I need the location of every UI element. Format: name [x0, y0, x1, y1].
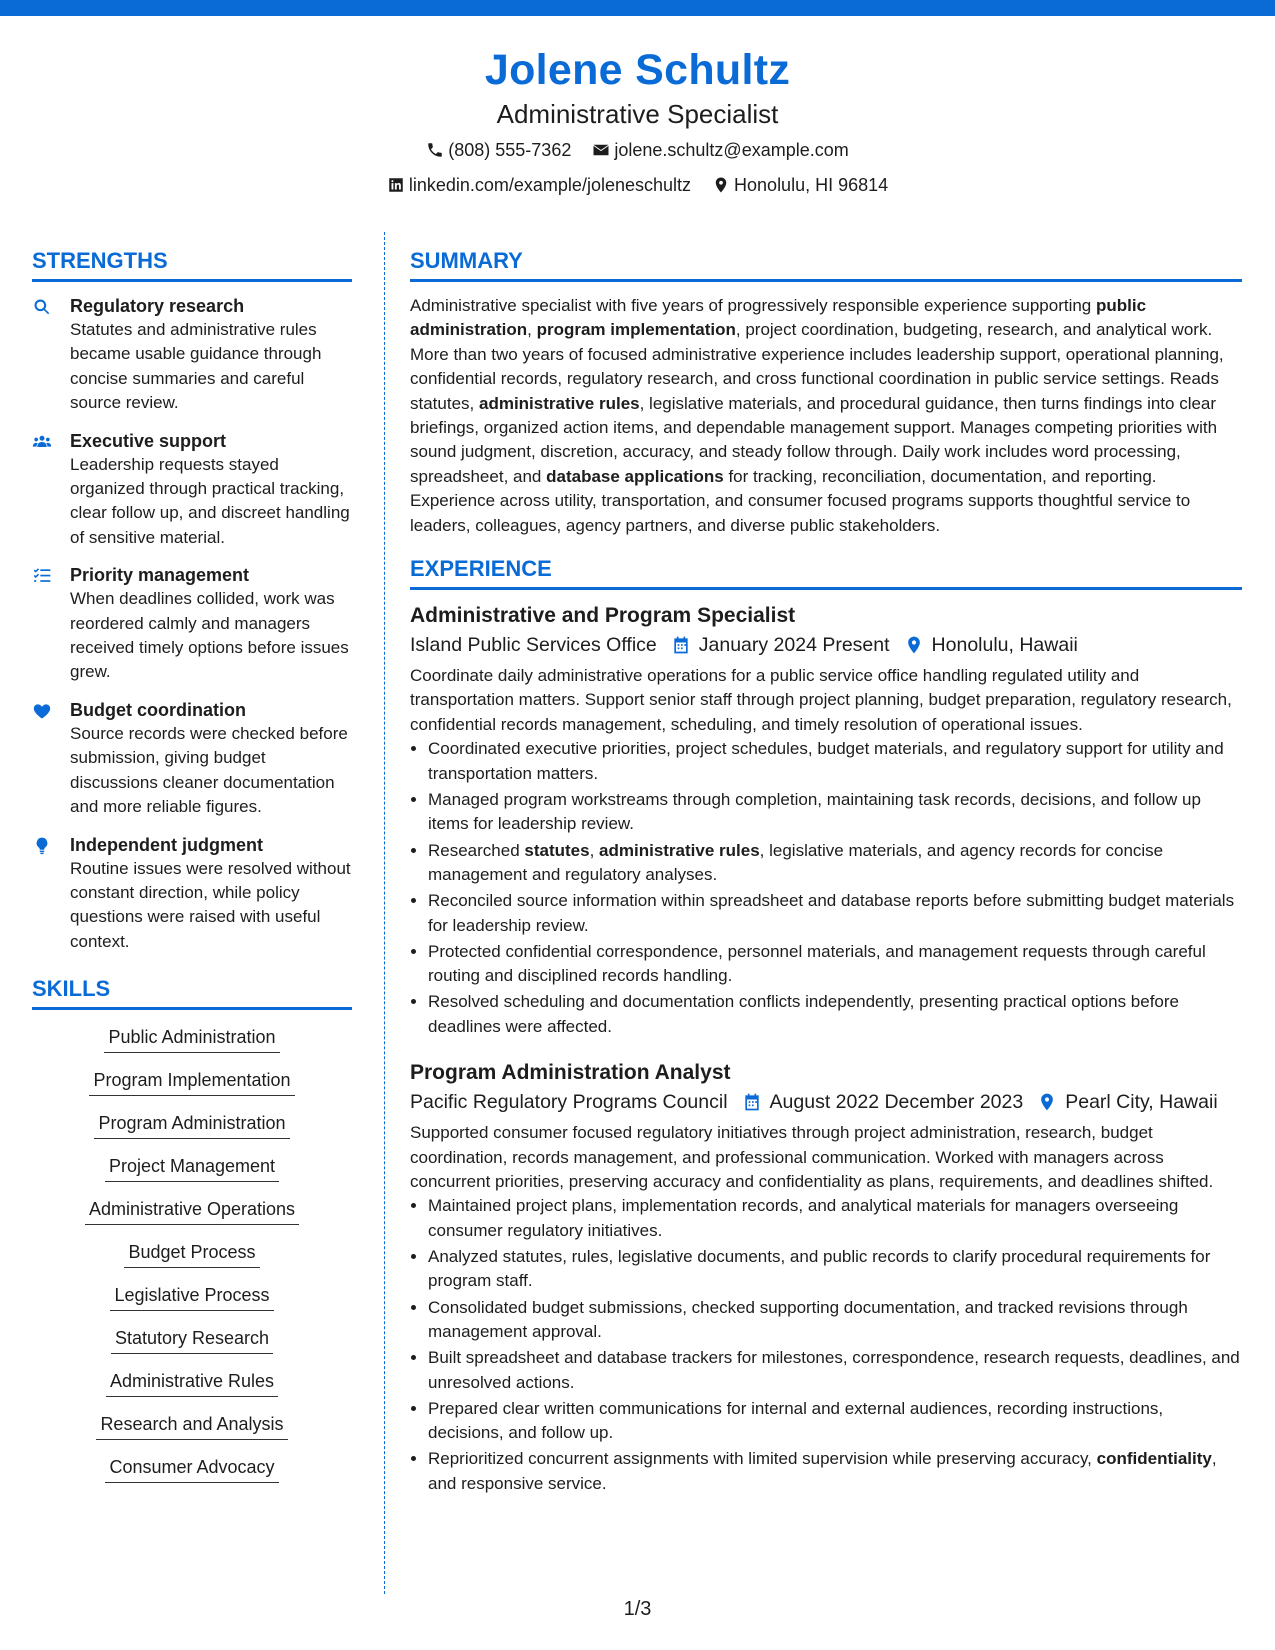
location-pin-icon [1037, 1092, 1057, 1112]
strength-desc: Leadership requests stayed organized through practical tracking, clear follow up, and discreet handling of sensitive material. [70, 454, 350, 547]
magnifier-icon [32, 297, 52, 317]
people-group-icon [32, 432, 52, 452]
heart-icon [32, 701, 52, 721]
experience-heading: EXPERIENCE [410, 554, 1242, 590]
job-organization: Pacific Regulatory Programs Council [410, 1091, 728, 1114]
job-meta [410, 1087, 1242, 1117]
skill-item: Research and Analysis [96, 1411, 287, 1440]
job-bullet: • Maintained project plans, implementation records, and analytical materials for managers overseeing consumer regulatory initiatives. [428, 1194, 1242, 1243]
job-dates: January 2024 Present [698, 634, 890, 657]
skill-item: Public Administration [104, 1024, 279, 1053]
skill-item: Statutory Research [111, 1325, 273, 1354]
job-bullets [410, 737, 1242, 1039]
phone-icon [426, 141, 444, 159]
location-pin-icon [904, 635, 924, 655]
strength-desc: Source records were checked before submission, giving budget discussions cleaner documentation and more reliable figures. [70, 723, 348, 817]
job-title: Program Administration Analyst [410, 1061, 731, 1085]
contact-location [712, 171, 888, 199]
bold-term: public administration [410, 296, 1147, 340]
bold-term: program implementation [536, 320, 736, 340]
linkedin-text: linkedin.com/example/joleneschultz [408, 175, 692, 195]
contact-email[interactable] [592, 136, 848, 164]
job-bullet: • Reprioritized concurrent assignments with limited supervision while preserving accuracy, confidentiality, and responsive service. [428, 1447, 1242, 1496]
job-dates: August 2022 December 2023 [769, 1091, 1024, 1114]
summary-heading: SUMMARY [410, 246, 1242, 282]
strength-title: Regulatory research [70, 296, 245, 316]
contact-row-1 [0, 136, 1275, 167]
strengths-heading: STRENGTHS [32, 246, 352, 282]
bold-term: administrative rules [599, 840, 760, 860]
job-organization: Island Public Services Office [410, 634, 657, 657]
bold-term: database applications [546, 466, 724, 486]
strength-item [32, 429, 352, 551]
envelope-icon [592, 141, 610, 159]
strength-title: Priority management [70, 565, 250, 586]
strength-item [32, 698, 352, 820]
skill-item: Consumer Advocacy [105, 1454, 278, 1483]
page-number: 1/3 [623, 1598, 652, 1620]
calendar-icon [671, 635, 691, 655]
contact-linkedin[interactable] [387, 171, 691, 199]
strength-desc: Routine issues were resolved without constant direction, while policy questions were raised with useful context. [70, 858, 351, 951]
phone-text: (808) 555-7362 [448, 140, 572, 160]
location-pin-icon [712, 176, 730, 194]
strength-title: Executive support [70, 430, 227, 451]
job-description: Supported consumer focused regulatory initiatives through project administration, research, budget coordination, records management, and professional communication. Worked with managers across concurrent priorities, preserving accuracy and confidentiality as plans, requirements, and deadlines shifted. [410, 1123, 1214, 1191]
column-divider [384, 232, 385, 1594]
skill-item: Project Management [105, 1153, 279, 1182]
skill-list [32, 1022, 352, 1497]
skill-item: Administrative Rules [106, 1368, 278, 1397]
job-entry [410, 602, 1242, 1039]
linkedin-icon [387, 176, 405, 194]
contact-phone[interactable] [426, 136, 571, 164]
bold-term: statutes [524, 840, 590, 860]
lightbulb-icon [32, 836, 52, 856]
skill-item: Program Administration [94, 1110, 289, 1139]
candidate-name: Jolene Schultz [484, 46, 791, 94]
skill-item: Budget Process [124, 1239, 259, 1268]
strength-title: Independent judgment [70, 834, 263, 855]
top-accent-bar [0, 0, 1275, 16]
location-text: Honolulu, HI 96814 [734, 175, 889, 195]
checklist-icon [32, 566, 52, 586]
skills-heading: SKILLS [32, 974, 352, 1010]
job-location: Honolulu, Hawaii [931, 634, 1078, 657]
strength-item [32, 563, 352, 685]
job-meta [410, 630, 1242, 660]
strength-item [32, 294, 352, 416]
job-bullet: • Protected confidential correspondence, personnel materials, and management requests through careful routing and disciplined records handling. [428, 940, 1242, 989]
job-bullet: • Built spreadsheet and database trackers for milestones, correspondence, research requests, deadlines, and unresolved actions. [428, 1346, 1242, 1395]
strength-item [32, 833, 352, 955]
calendar-icon [742, 1092, 762, 1112]
job-bullet: • Resolved scheduling and documentation conflicts independently, presenting practical options before deadlines were affected. [428, 990, 1242, 1039]
left-column [32, 246, 352, 1497]
skill-item: Legislative Process [110, 1282, 273, 1311]
job-bullet: • Reconciled source information within spreadsheet and database reports before submitting budget materials for leadership review. [428, 889, 1242, 938]
email-text: jolene.schultz@example.com [614, 140, 849, 160]
strength-desc: Statutes and administrative rules became usable guidance through concise summaries and careful source review. [70, 320, 322, 413]
job-bullet: • Consolidated budget submissions, checked supporting documentation, and tracked revisions through management approval. [428, 1296, 1242, 1345]
right-column [410, 246, 1242, 1516]
resume-header [0, 44, 1275, 202]
skill-item: Program Implementation [89, 1067, 294, 1096]
job-entry [410, 1059, 1242, 1496]
candidate-title: Administrative Specialist [496, 99, 779, 129]
job-bullets [410, 1194, 1242, 1496]
strength-title: Budget coordination [70, 699, 246, 720]
job-bullet: • Prepared clear written communications for internal and external audiences, recording instructions, decisions, and follow up. [428, 1397, 1242, 1446]
contact-row-2 [0, 171, 1275, 202]
job-bullet: • Researched statutes, administrative rules, legislative materials, and agency records for concise management and regulatory analyses. [428, 839, 1242, 888]
summary-text: Administrative specialist with five years of progressively responsible experience supporting public administration, program implementation, project coordination, budgeting, research, and analytical work. More than two years of focused administrative experience includes leadership support, operational planning, confidential records, regulatory research, and cross functional coordination in public service settings. Reads statutes, administrative rules, legislative materials, and procedural guidance, then turns findings into clear briefings, organized action items, and dependable management support. Manages competing priorities with sound judgment, discretion, accuracy, and steady follow through. Daily work includes word processing, spreadsheet, and database applications for tracking, reconciliation, documentation, and reporting. Experience across utility, transportation, and consumer focused programs supports thoughtful service to leaders, colleagues, agency partners, and diverse public stakeholders. [410, 296, 1224, 535]
job-bullet: • Managed program workstreams through completion, maintaining task records, decisions, and follow up items for leadership review. [428, 788, 1242, 837]
job-bullet: • Coordinated executive priorities, project schedules, budget materials, and regulatory support for utility and transportation matters. [428, 737, 1242, 786]
job-title: Administrative and Program Specialist [410, 604, 796, 628]
job-description: Coordinate daily administrative operations for a public service office handling regulated utility and transportation matters. Support senior staff through project planning, budget preparation, regulatory research, confidential records management, scheduling, and timely resolution of operational issues. [410, 666, 1232, 734]
strength-desc: When deadlines collided, work was reordered calmly and managers received timely options before issues grew. [70, 589, 349, 682]
job-bullet: • Analyzed statutes, rules, legislative documents, and public records to clarify procedural requirements for program staff. [428, 1245, 1242, 1294]
skill-item: Administrative Operations [85, 1196, 299, 1225]
bold-term: administrative rules [478, 393, 640, 413]
job-location: Pearl City, Hawaii [1065, 1091, 1218, 1114]
bold-term: confidentiality [1096, 1449, 1212, 1469]
